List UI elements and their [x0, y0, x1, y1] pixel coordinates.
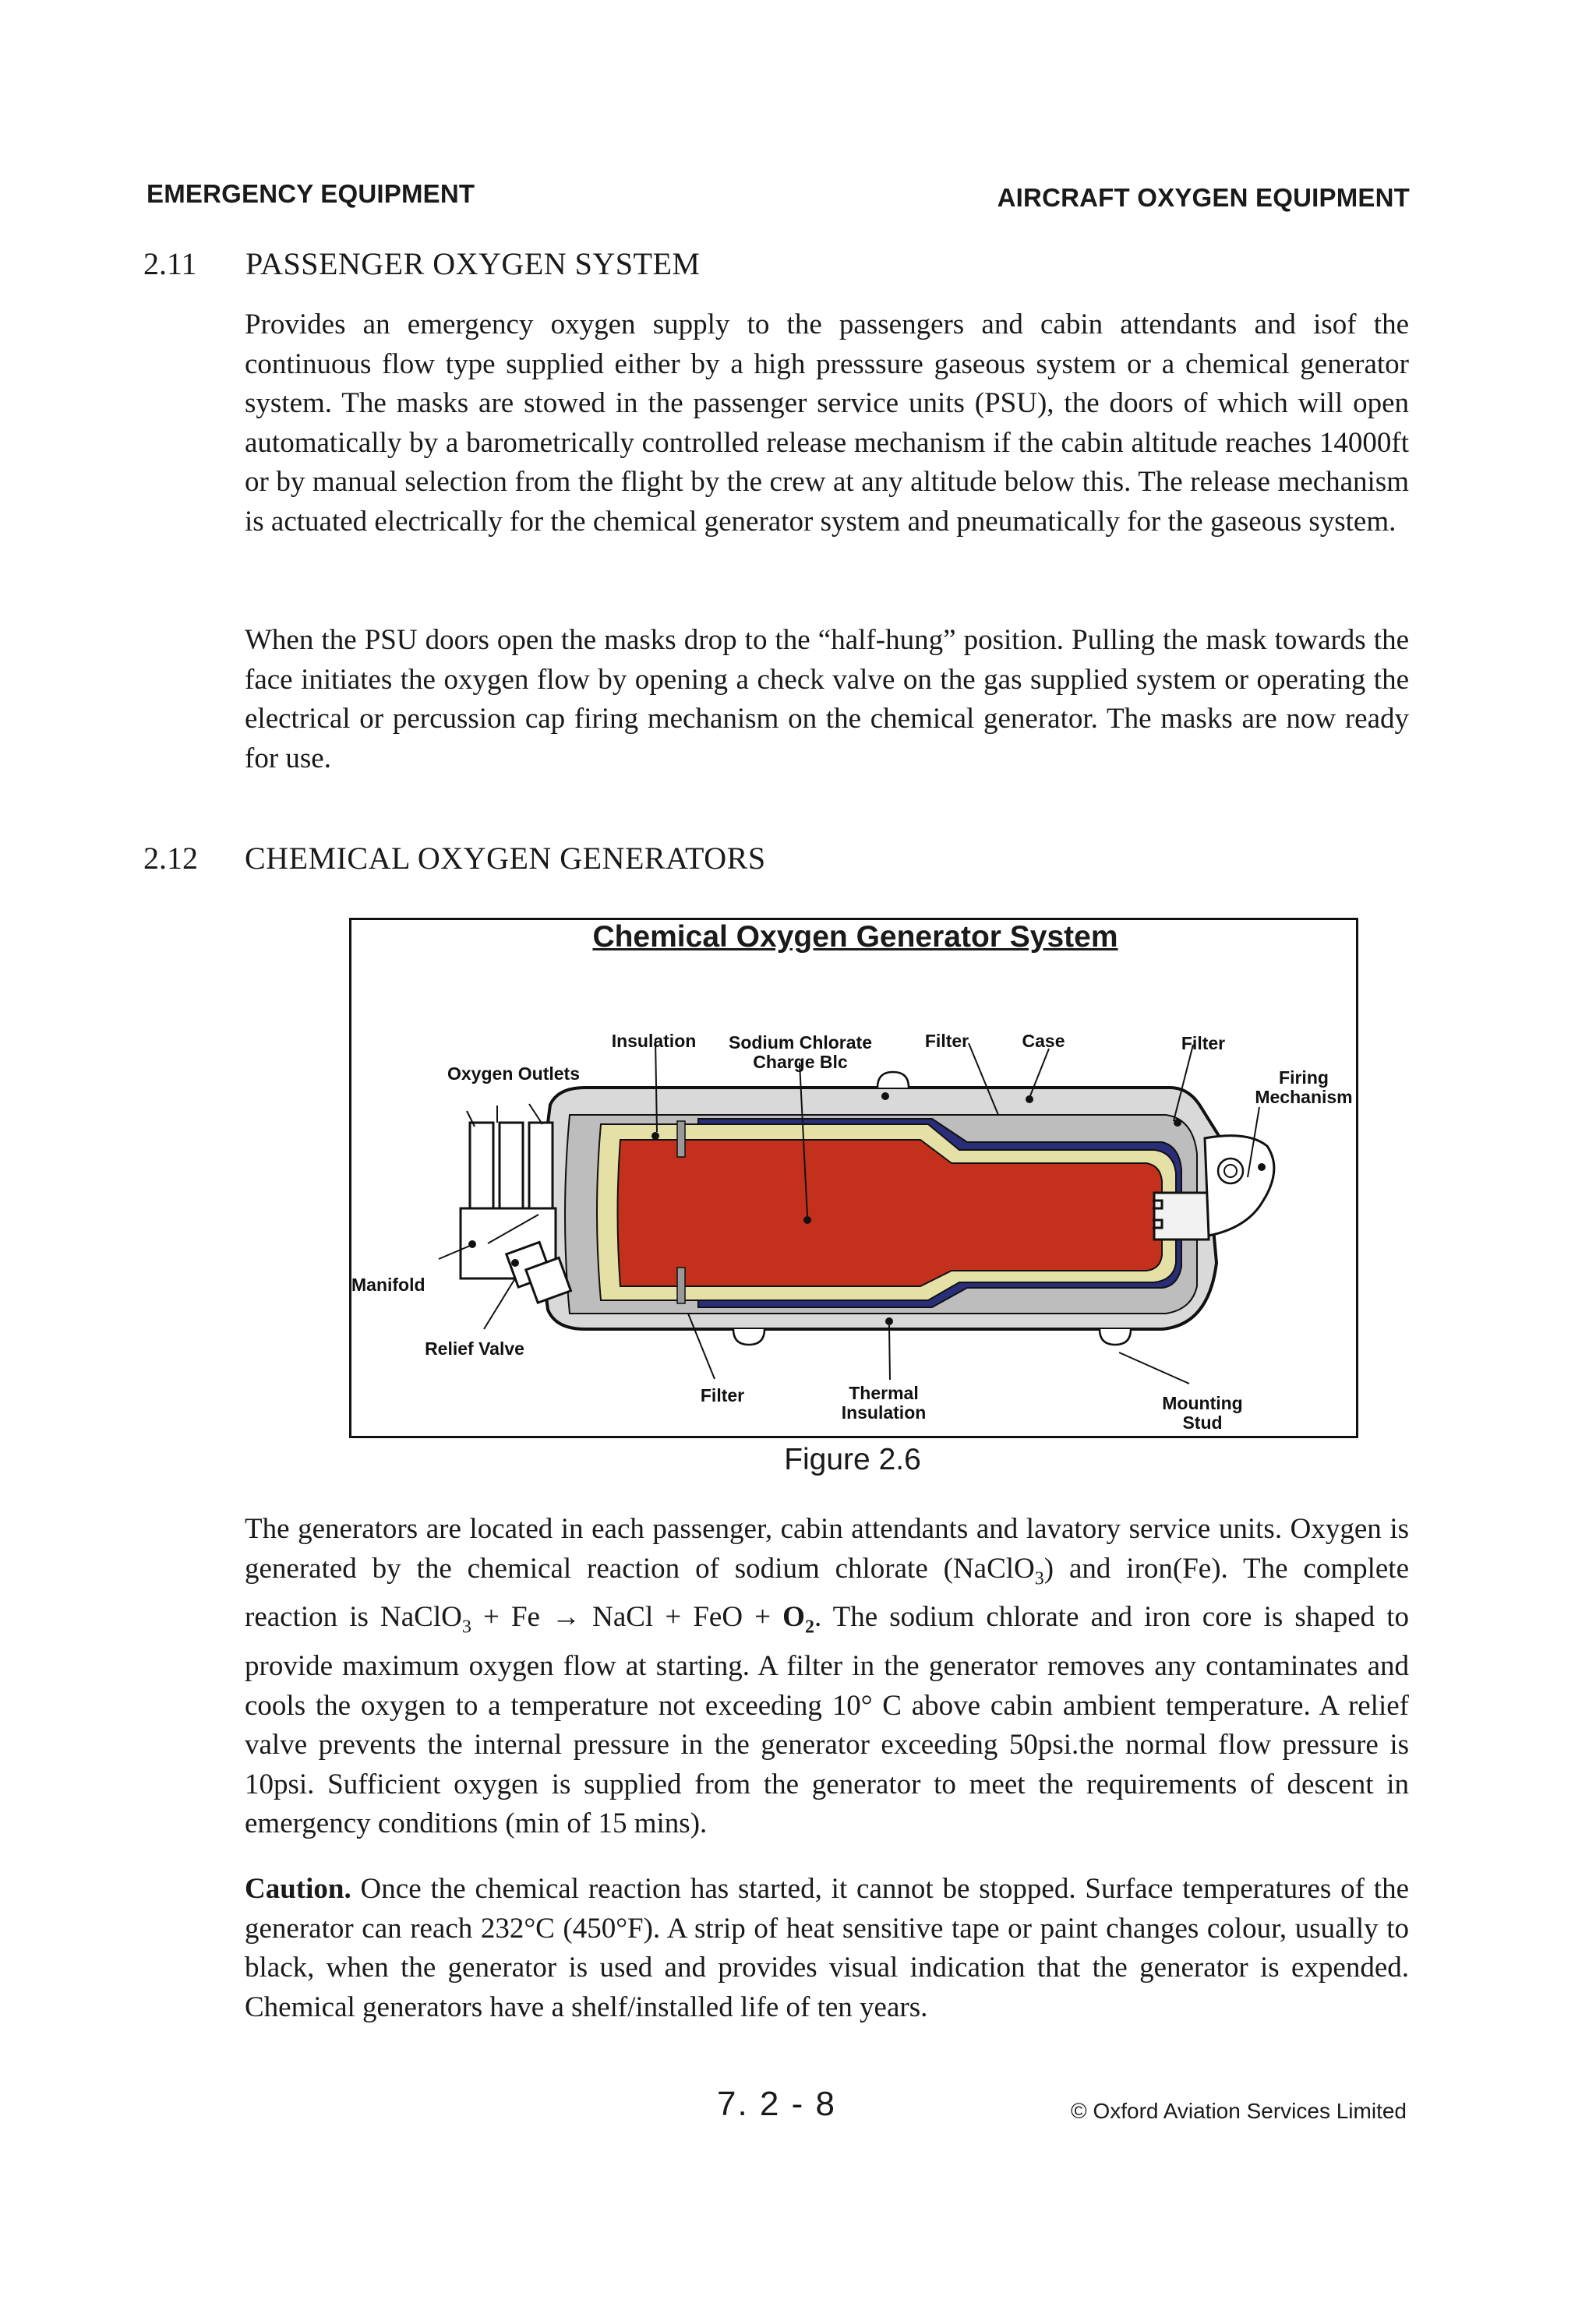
caution-text: Once the chemical reaction has started, it cannot be stopped. Surface temperatures of the generator can reach 232°C (450°F). A strip of heat sensitive tape or paint changes colour, usually to black, when the generator is used and provides visual indication that the generator is expended. Chemical generators have a shelf/installed life of ten years. [245, 1873, 1409, 2023]
label-oxygen-outlets: Oxygen Outlets [447, 1063, 580, 1084]
figure-title: Chemical Oxygen Generator System [592, 920, 1118, 954]
label-charge-blc: Charge Blc [753, 1052, 848, 1072]
firing-mechanism [1205, 1136, 1274, 1236]
label-manifold: Manifold [351, 1275, 425, 1295]
label-stud: Stud [1182, 1412, 1223, 1433]
section-number: 2.11 [143, 246, 197, 281]
paragraph-passenger-oxygen-2: When the PSU doors open the masks drop to the “half-hung” position. Pulling the mask towards the face initiates the oxygen flow by opening a check valve on the gas supplied system or operating the electrical or percussion cap firing mechanism on the chemical generator. The masks are now ready for use. [245, 624, 1409, 774]
figure-chemical-oxygen-generator [349, 918, 1358, 1438]
label-thermal-insulation: Insulation [841, 1402, 927, 1423]
label-relief-valve: Relief Valve [425, 1338, 524, 1359]
label-mechanism: Mechanism [1255, 1087, 1353, 1107]
label-filter-top: Filter [924, 1031, 969, 1051]
label-case: Case [1022, 1031, 1065, 1051]
label-firing: Firing [1279, 1067, 1329, 1088]
paragraph-caution [245, 1870, 1409, 2027]
label-filter-right: Filter [1181, 1033, 1226, 1053]
section-title: CHEMICAL OXYGEN GENERATORS [245, 841, 766, 876]
label-mounting: Mounting [1162, 1393, 1243, 1413]
header-right: AIRCRAFT OXYGEN EQUIPMENT [997, 183, 1410, 212]
paragraph-passenger-oxygen-1: Provides an emergency oxygen supply to the passengers and cabin attendants and isof the continuous flow type supplied either by a high presssure gaseous system or a chemical generator system. The masks are stowed in the passenger service units (PSU), the doors of which will open automatically by a barometrically controlled release mechanism if the cabin altitude reaches 14000ft or by manual selection from the flight by the crew at any altitude below this. The release mechanism is actuated electrically for the chemical generator system and pneumatically for the gaseous system. [245, 309, 1409, 538]
generator-diagram [351, 920, 1358, 1438]
figure-caption: Figure 2.6 [784, 1443, 921, 1476]
label-sodium-chlorate: Sodium Chlorate [728, 1032, 873, 1053]
header-left: EMERGENCY EQUIPMENT [147, 179, 475, 208]
page-number: 7. 2 - 8 [717, 2085, 836, 2123]
copyright: © Oxford Aviation Services Limited [1071, 2099, 1407, 2123]
paragraph-generators: The generators are located in each passenger, cabin attendants and lavatory service units. Oxygen is generated by the chemical reaction of sodium chlorate (NaClO$_3$) and iron(Fe). The complete reaction is NaClO$_3$ + Fe → NaCl + FeO + $O_2$. The sodium chlorate and iron core is shaped to provide maximum oxygen flow at starting. A filter in the generator removes any contaminates and cools the oxygen to a temperature not exceeding 10° C above cabin ambient temperature. A relief valve prevents the internal pressure in the generator exceeding 50psi.the normal flow pressure is 10psi. Sufficient oxygen is supplied from the generator to meet the requirements of descent in emergency conditions (min of 15 mins). [245, 1513, 1410, 1840]
caution-label: Caution. [245, 1873, 351, 1905]
label-filter-bottom: Filter [700, 1385, 745, 1405]
label-insulation: Insulation [611, 1031, 697, 1051]
label-thermal: Thermal [849, 1383, 919, 1403]
section-title: PASSENGER OXYGEN SYSTEM [245, 246, 701, 281]
section-number: 2.12 [143, 841, 198, 876]
